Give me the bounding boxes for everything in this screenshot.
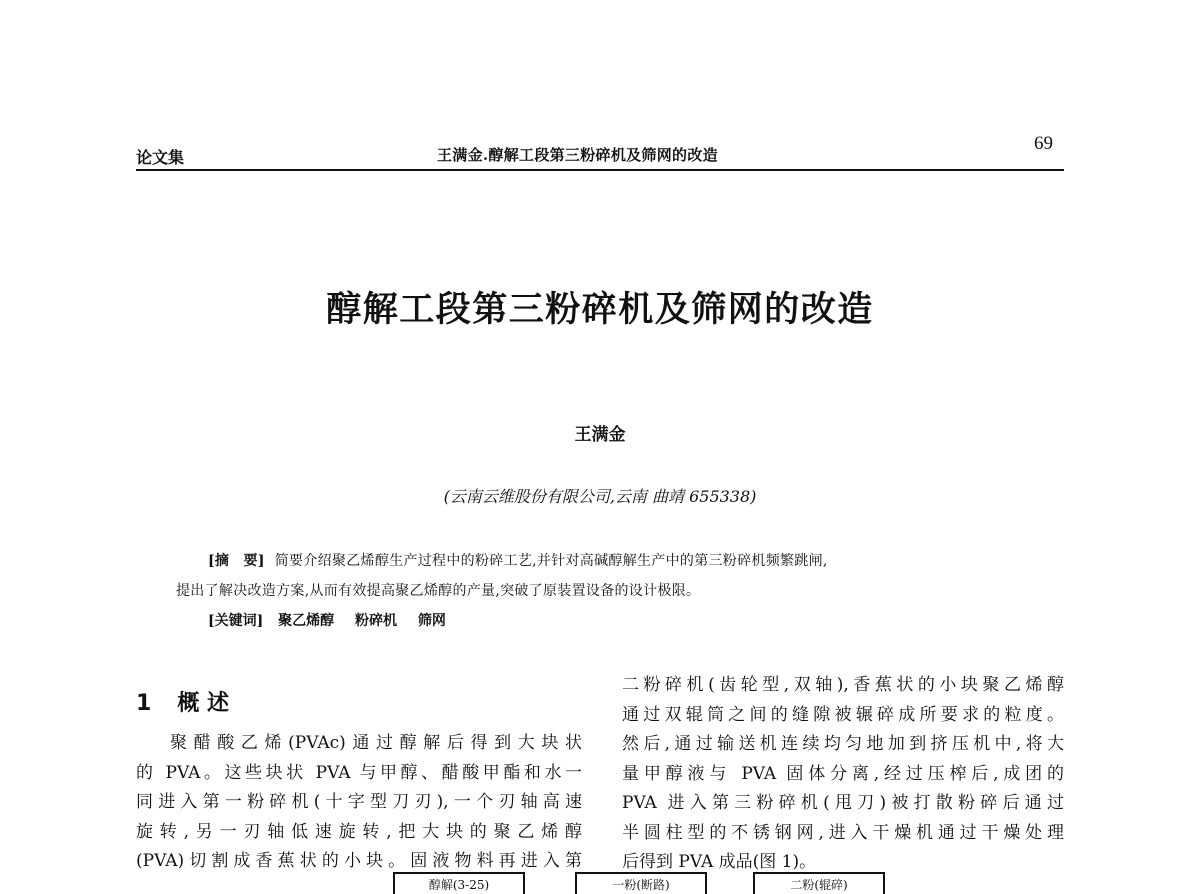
body-line: 然后,通过输送机连续均匀地加到挤压机中,将大 [622, 734, 1064, 754]
author: 王满金 [574, 425, 626, 445]
paper-title: 醇解工段第三粉碎机及筛网的改造 [326, 290, 874, 330]
figure-box-label: 一粉(断路) [612, 878, 670, 892]
body-right-column [622, 671, 1064, 878]
keyword-item: 筛网 [417, 613, 446, 629]
running-header-title: 王满金.醇解工段第三粉碎机及筛网的改造 [437, 146, 718, 164]
keyword-item: 聚乙烯醇 [278, 613, 335, 629]
figure-box-label: 二粉(辊碎) [790, 878, 848, 892]
body-line: 同进入第一粉碎机(十字型刀刃),一个刃轴高速 [136, 792, 582, 812]
body-line: 通过双辊筒之间的缝隙被辗碎成所要求的粒度。 [622, 704, 1064, 725]
section-number: 1 [136, 691, 152, 716]
body-line: (PVA)切割成香蕉状的小块。固液物料再进入第 [136, 851, 582, 871]
abstract-label: [摘 要] [208, 553, 265, 569]
keyword-item: 粉碎机 [355, 613, 397, 629]
running-header-left: 论文集 [136, 148, 185, 167]
section-title: 概 述 [177, 691, 229, 716]
abstract-line-1 [208, 550, 828, 570]
figure-box-label: 醇解(3-25) [428, 878, 490, 892]
figure-box [753, 872, 885, 894]
figure-box [393, 872, 525, 894]
keywords-label: [关键词] [208, 613, 264, 629]
abstract-line-2: 提出了解决改造方案,从而有效提高聚乙烯醇的产量,突破了原装置设备的设计极限。 [176, 583, 701, 599]
figure-box [575, 872, 707, 894]
body-line: 半圆柱型的不锈钢网,进入干燥机通过干燥处理 [622, 822, 1064, 843]
page-number: 69 [1034, 133, 1053, 154]
body-left-column [136, 729, 582, 877]
body-line: 旋转,另一刃轴低速旋转,把大块的聚乙烯醇 [136, 821, 582, 842]
section-heading [136, 686, 229, 717]
affiliation: (云南云维股份有限公司,云南 曲靖 655338) [443, 487, 757, 506]
header-rule [136, 169, 1064, 171]
body-line: 聚醋酸乙烯(PVAc)通过醇解后得到大块状 [170, 733, 582, 753]
abstract-text-1: 简要介绍聚乙烯醇生产过程中的粉碎工艺,并针对高碱醇解生产中的第三粉碎机频繁跳闸, [274, 553, 828, 569]
body-line: 的 PVA。这些块状 PVA 与甲醇、醋酸甲酯和水一 [136, 762, 582, 783]
keywords [208, 610, 462, 630]
body-line: 量甲醇液与 PVA 固体分离,经过压榨后,成团的 [622, 763, 1064, 784]
body-line: 二粉碎机(齿轮型,双轴),香蕉状的小块聚乙烯醇 [622, 675, 1064, 695]
body-line: PVA 进入第三粉碎机(甩刀)被打散粉碎后通过 [622, 793, 1064, 813]
body-line: 后得到 PVA 成品(图 1)。 [622, 852, 817, 872]
